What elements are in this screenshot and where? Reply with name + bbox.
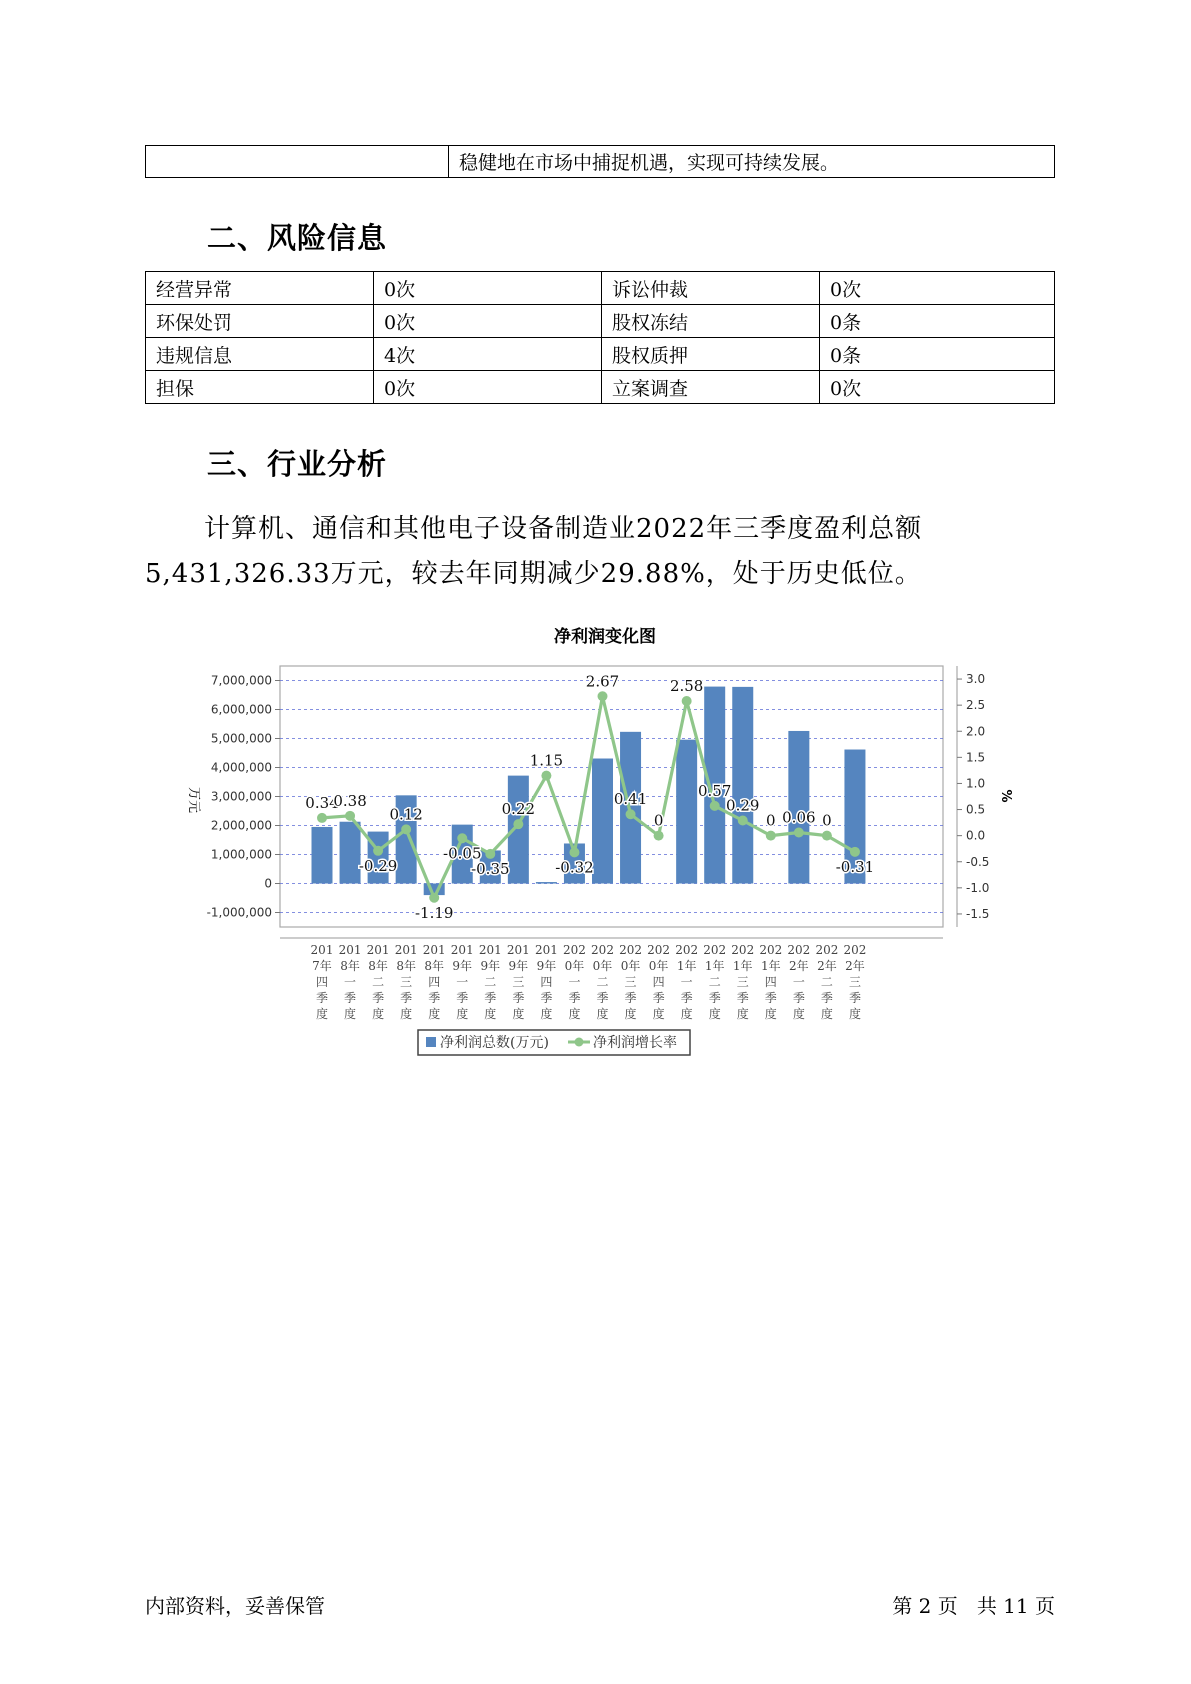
risk-value: 0次 [374, 272, 602, 305]
risk-row [146, 371, 1055, 404]
y2-axis-tick-label: 2.5 [966, 698, 986, 713]
y2-axis-tick-label: 1.5 [966, 750, 986, 765]
top-table-right-cell: 稳健地在市场中捕捉机遇，实现可持续发展。 [449, 146, 1055, 178]
growth-rate-point [794, 828, 804, 838]
y-axis-tick-label: 6,000,000 [210, 702, 272, 717]
y2-axis-tick-label: 3.0 [966, 672, 986, 687]
y2-axis-tick-label: 2.0 [966, 724, 986, 739]
growth-rate-data-label: 1.15 [529, 751, 564, 770]
risk-row [146, 272, 1055, 305]
risk-value: 0条 [820, 338, 1055, 371]
growth-rate-point [626, 809, 636, 819]
x-axis-category-label: 202 0年四季度 [647, 943, 671, 1021]
legend-line-label: 净利润增长率 [593, 1035, 677, 1051]
x-axis-category-label: 202 2年二季度 [815, 943, 839, 1021]
growth-rate-data-label: -0.31 [835, 857, 875, 876]
y-axis-tick-label: 1,000,000 [210, 847, 272, 862]
bar [788, 731, 809, 884]
growth-rate-point [541, 771, 551, 781]
x-axis-category-label: 201 8年三季度 [394, 943, 418, 1021]
growth-rate-point [654, 831, 664, 841]
risk-row [146, 305, 1055, 338]
x-axis-category-label: 202 0年二季度 [591, 943, 614, 1021]
risk-value: 0条 [820, 305, 1055, 338]
x-axis-category-label: 201 8年四季度 [422, 943, 446, 1021]
risk-label: 环保处罚 [146, 305, 374, 338]
x-axis-category-label: 202 2年三季度 [843, 943, 867, 1021]
legend-bar-label: 净利润总数(万元) [440, 1035, 549, 1051]
growth-rate-data-label: 0.34 [305, 793, 339, 812]
bar [312, 827, 333, 884]
y2-axis-tick-label: -1.0 [966, 880, 990, 895]
y-axis-tick-label: 0 [264, 876, 272, 891]
risk-table [145, 271, 1055, 404]
growth-rate-data-label: 0.22 [501, 800, 536, 819]
growth-rate-data-label: 0.57 [697, 781, 732, 800]
y-axis-tick-label: 5,000,000 [210, 731, 272, 746]
industry-section-title: 三、行业分析 [207, 447, 388, 481]
risk-label: 担保 [146, 371, 374, 404]
growth-rate-point [345, 811, 355, 821]
growth-rate-data-label: 0 [822, 811, 832, 830]
y2-axis-tick-label: 0.5 [966, 802, 986, 817]
growth-rate-data-label: -0.05 [443, 844, 482, 863]
growth-rate-data-label: 2.67 [585, 672, 620, 691]
y-axis-tick-label: 7,000,000 [210, 673, 272, 688]
net-profit-chart-svg [150, 620, 1013, 1070]
y-axis-tick-label: 2,000,000 [210, 818, 272, 833]
x-axis-category-label: 201 9年二季度 [478, 943, 502, 1021]
growth-rate-data-label: 0.38 [333, 791, 367, 810]
x-axis-category-label: 201 9年四季度 [534, 943, 558, 1021]
x-axis-category-label: 201 9年三季度 [506, 943, 530, 1021]
growth-rate-point [485, 849, 495, 859]
growth-rate-point [513, 819, 523, 829]
x-axis-category-label: 202 1年四季度 [759, 943, 783, 1021]
growth-rate-data-label: -0.35 [471, 859, 510, 878]
growth-rate-point [569, 847, 579, 857]
growth-rate-point [766, 831, 776, 841]
legend-line-marker [575, 1038, 584, 1047]
growth-rate-data-label: 0 [653, 811, 664, 830]
risk-label: 股权质押 [602, 338, 820, 371]
top-table-left-cell [146, 146, 449, 178]
bar [732, 687, 753, 884]
x-axis-category-label: 201 9年一季度 [450, 943, 474, 1021]
growth-rate-point [401, 824, 411, 834]
risk-label: 经营异常 [146, 272, 374, 305]
y2-axis-tick-label: -1.5 [966, 906, 990, 921]
growth-rate-point [457, 833, 467, 843]
x-axis-category-label: 202 2年一季度 [787, 943, 811, 1021]
x-axis-category-label: 201 8年二季度 [366, 943, 390, 1021]
legend-bar-swatch [426, 1037, 436, 1047]
bar [676, 740, 697, 884]
chart-title: 净利润变化图 [554, 627, 656, 647]
risk-label: 诉讼仲裁 [602, 272, 820, 305]
risk-value: 0次 [820, 371, 1055, 404]
growth-rate-point [598, 691, 608, 701]
growth-rate-data-label: 0.12 [389, 805, 423, 824]
growth-rate-data-label: -1.19 [414, 903, 454, 922]
growth-rate-point [317, 813, 327, 823]
x-axis-category-label: 202 1年二季度 [703, 943, 727, 1021]
y2-axis-tick-label: 0.0 [966, 828, 986, 843]
industry-paragraph-line-1: 计算机、通信和其他电子设备制造业2022年三季度盈利总额 [204, 514, 923, 544]
x-axis-category-label: 201 7年四季度 [310, 943, 334, 1021]
bar [592, 759, 613, 884]
net-profit-chart [150, 620, 1013, 1070]
risk-value: 0次 [374, 305, 602, 338]
bar [340, 822, 361, 884]
growth-rate-point [822, 831, 832, 841]
x-axis-category-label: 202 1年三季度 [731, 943, 755, 1021]
footer-confidential-note: 内部资料，妥善保管 [145, 1594, 325, 1618]
risk-value: 0次 [374, 371, 602, 404]
growth-rate-data-label: 0.29 [726, 796, 760, 815]
y2-axis-tick-label: 1.0 [966, 776, 986, 791]
y-axis-tick-label: 4,000,000 [210, 760, 272, 775]
growth-rate-point [850, 847, 860, 857]
y2-axis-title: % [998, 789, 1013, 803]
growth-rate-point [682, 696, 692, 706]
growth-rate-data-label: -0.32 [555, 858, 594, 877]
y-axis-tick-label: 3,000,000 [210, 789, 272, 804]
risk-value: 4次 [374, 338, 602, 371]
risk-label: 违规信息 [146, 338, 374, 371]
growth-rate-data-label: 0.41 [613, 790, 648, 809]
risk-row [146, 338, 1055, 371]
bar [508, 776, 529, 884]
growth-rate-point [738, 816, 748, 826]
top-continuation-table [145, 145, 1055, 178]
y-axis-tick-label: -1,000,000 [206, 905, 272, 920]
growth-rate-point [710, 801, 720, 811]
industry-paragraph-line-2: 5,431,326.33万元，较去年同期减少29.88%，处于历史低位。 [145, 559, 922, 589]
y2-axis-tick-label: -0.5 [966, 854, 990, 869]
bar [536, 882, 557, 884]
y-axis-title: 万元 [186, 786, 201, 814]
growth-rate-data-label: 2.58 [669, 676, 704, 695]
x-axis-category-label: 201 8年一季度 [338, 943, 362, 1021]
x-axis-category-label: 202 1年一季度 [675, 943, 699, 1021]
x-axis-category-label: 202 0年三季度 [619, 943, 643, 1021]
risk-label: 立案调查 [602, 371, 820, 404]
risk-value: 0次 [820, 272, 1055, 305]
risk-label: 股权冻结 [602, 305, 820, 338]
growth-rate-data-label: 0 [766, 811, 776, 830]
growth-rate-point [373, 846, 383, 856]
x-axis-category-label: 202 0年一季度 [562, 943, 586, 1021]
growth-rate-data-label: -0.29 [358, 856, 398, 875]
risk-section-title: 二、风险信息 [207, 221, 388, 255]
footer-page-number: 第 2 页 共 11 页 [892, 1594, 1055, 1618]
growth-rate-data-label: 0.06 [782, 808, 816, 827]
growth-rate-point [429, 893, 439, 903]
